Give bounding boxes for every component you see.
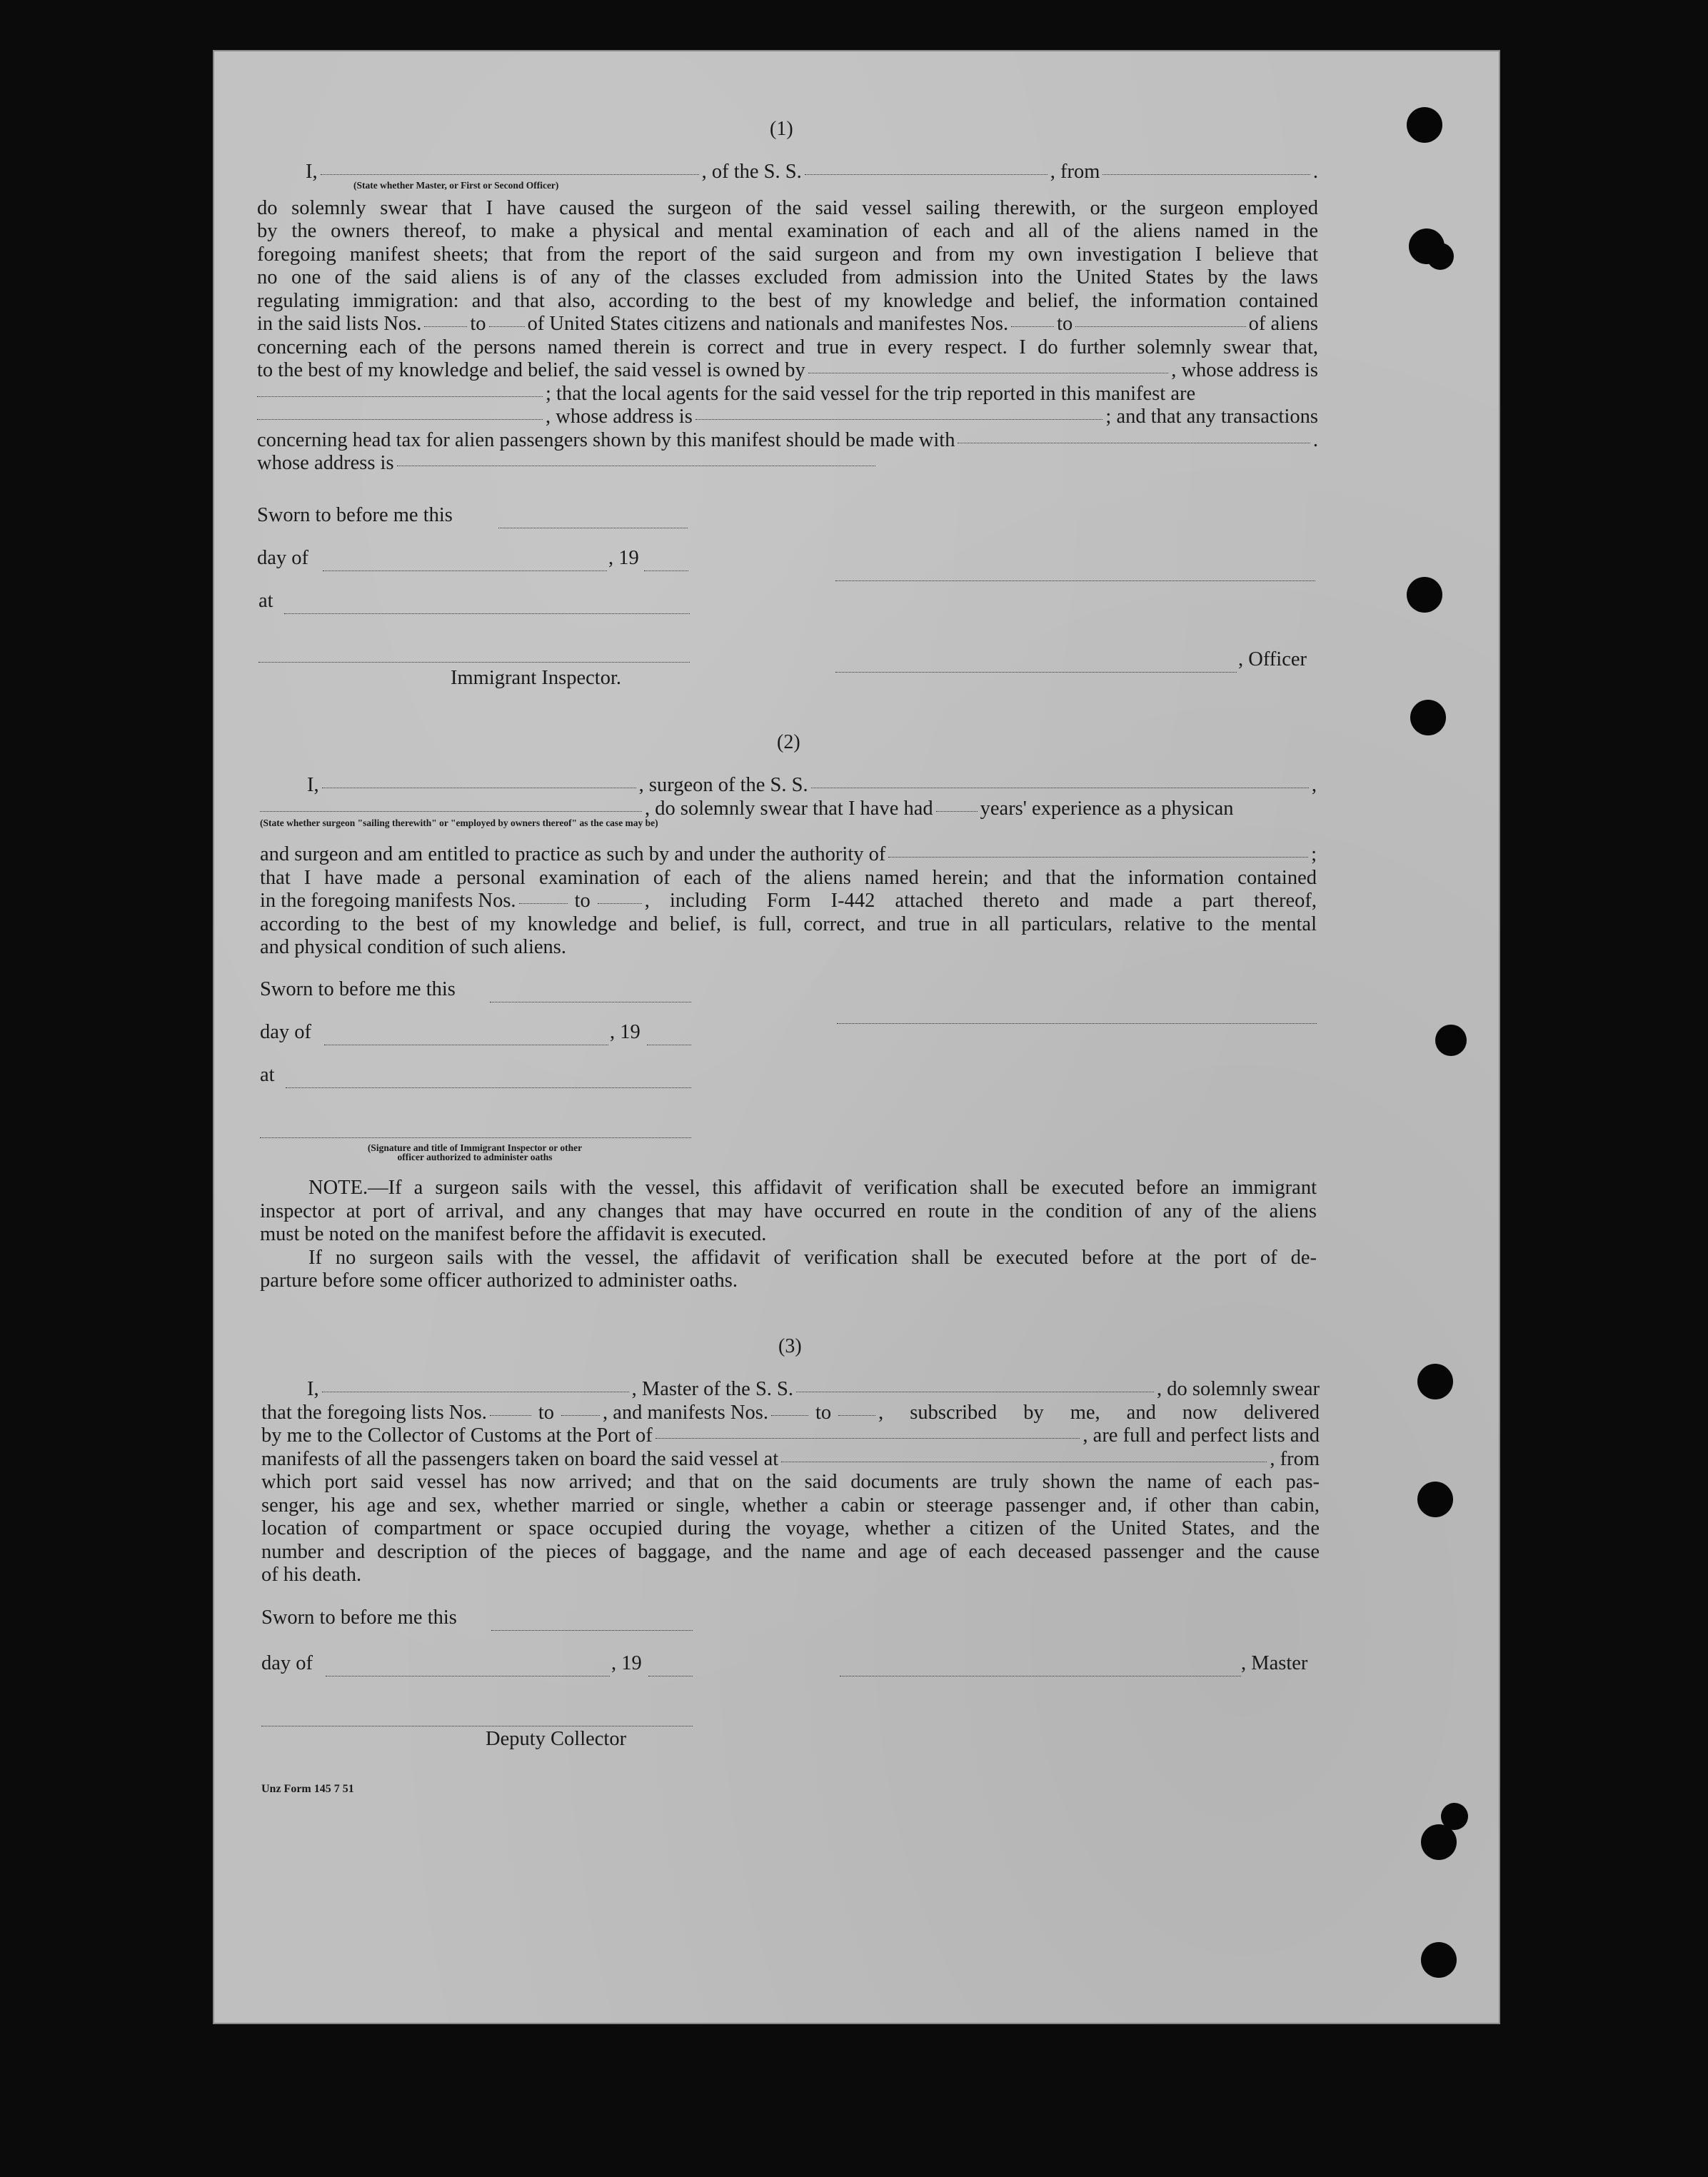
manifest-to-field[interactable] — [838, 1414, 875, 1416]
year-field[interactable] — [647, 1044, 691, 1045]
agents-address-line — [257, 406, 1318, 429]
at-label: at — [258, 590, 273, 612]
body-line: foregoing manifest sheets; that from the report of the said surgeon and from my own investigation I believe that — [257, 243, 1318, 266]
punch-hole — [1421, 1942, 1457, 1978]
body-line: and physical condition of such aliens. — [260, 936, 566, 958]
swear-label: , do solemnly swear — [1157, 1378, 1320, 1400]
sworn-label: Sworn to before me this — [261, 1607, 457, 1629]
punch-hole — [1417, 1482, 1453, 1517]
master-name-field[interactable] — [322, 1391, 629, 1392]
whose-address-line — [257, 452, 1318, 476]
body-line: location of compartment or space occupied during the voyage, whether a citizen of the United States, and the — [261, 1517, 1320, 1539]
body-line: regulating immigration: and that also, according to the best of my knowledge and belief, the information contained — [257, 289, 1318, 312]
year-field[interactable] — [648, 1675, 693, 1676]
experience-label: , do solemnly swear that I have had — [645, 797, 933, 820]
from-label: , from — [1050, 161, 1100, 183]
sworn-label: Sworn to before me this — [257, 504, 453, 526]
surgeon-signature-line[interactable] — [837, 1022, 1317, 1024]
sworn-date-field[interactable] — [491, 1629, 693, 1631]
punch-hole — [1435, 1025, 1467, 1056]
authority-label: and surgeon and am entitled to practice as such by and under the authority of — [260, 843, 886, 865]
head-tax-label: concerning head tax for alien passengers shown by this manifest should be made with — [257, 428, 955, 451]
deputy-collector-label: Deputy Collector — [486, 1728, 627, 1750]
surgeon-status-field[interactable] — [260, 810, 642, 812]
owner-address-field[interactable] — [257, 396, 543, 397]
immigrant-inspector-label: Immigrant Inspector. — [451, 667, 622, 689]
body-line: according to the best of my knowledge and belief, is full, correct, and true in all particulars, relative to the mental — [260, 912, 1317, 935]
master-label: , Master — [1241, 1652, 1308, 1674]
address-label: , whose address is — [546, 406, 693, 428]
address-label: , whose address is — [1171, 359, 1318, 381]
officer-name-field[interactable] — [321, 174, 699, 175]
body-line: which port said vessel has now arrived; and that on the said documents are truly shown the name of each pas- — [261, 1471, 1320, 1493]
manifest-from-field[interactable] — [519, 903, 568, 904]
punch-hole — [1407, 577, 1442, 613]
authority-field[interactable] — [888, 856, 1308, 858]
semicolon: ; — [1311, 843, 1317, 865]
body-line: senger, his age and sex, whether married or single, whether a cabin or steerage passenger and, if other than cabin, — [261, 1494, 1320, 1517]
manifest-from-field[interactable] — [1011, 326, 1054, 327]
month-field[interactable] — [323, 570, 607, 571]
note-line: inspector at port of arrival, and any changes that may have occurred en route in the condition of any of the aliens — [260, 1200, 1317, 1222]
at-label: at — [260, 1064, 275, 1086]
surgeon-of-label: , surgeon of the S. S. — [638, 774, 808, 796]
lists-line — [261, 1402, 1320, 1425]
year-label: , 19 — [608, 547, 639, 569]
to-label: to — [1057, 313, 1073, 335]
manifests-label: in the foregoing manifests Nos. — [260, 890, 516, 912]
body-line: of his death. — [261, 1564, 362, 1586]
manifest-to-field[interactable] — [598, 903, 642, 904]
body-line: no one of the said aliens is of any of the classes excluded from admission into the United States by the laws — [257, 266, 1318, 288]
port-label: by me to the Collector of Customs at the Port of — [261, 1424, 653, 1447]
note-line: If no surgeon sails with the vessel, the affidavit of verification shall be executed before at the port of de- — [308, 1246, 1317, 1269]
port-field[interactable] — [655, 1437, 1080, 1439]
from-label: , from — [1270, 1447, 1320, 1470]
day-of-label: day of — [261, 1652, 313, 1674]
lists-line — [257, 313, 1318, 336]
sworn-date-field[interactable] — [490, 1001, 691, 1002]
head-tax-address-field[interactable] — [397, 465, 875, 466]
section-1-affidavit — [257, 161, 1318, 476]
section-2-affidavit — [260, 774, 1317, 960]
punch-hole — [1410, 700, 1446, 735]
master-line — [261, 1378, 1320, 1402]
to-label: to — [470, 313, 486, 335]
year-field[interactable] — [644, 570, 688, 571]
master-of-label: , Master of the S. S. — [631, 1378, 794, 1400]
deputy-signature-line[interactable] — [261, 1725, 693, 1726]
address-label: whose address is — [257, 452, 394, 474]
list-from-field[interactable] — [424, 326, 467, 327]
note-section — [260, 1177, 1317, 1293]
manifest-from-field[interactable] — [771, 1414, 808, 1416]
delivered-label: , subscribed by me, and now delivered — [878, 1401, 1320, 1424]
years-field[interactable] — [936, 810, 978, 812]
of-ss-label: , of the S. S. — [701, 161, 802, 183]
to-label: to — [538, 1401, 555, 1424]
to-label: to — [815, 1401, 832, 1424]
section-3-affidavit — [261, 1378, 1320, 1587]
at-place-field[interactable] — [286, 1087, 691, 1088]
master-ship-field[interactable] — [796, 1391, 1154, 1392]
state-surgeon-note: (State whether surgeon "sailing therewith" or "employed by owners thereof" as the case may be) — [260, 818, 658, 828]
sworn-label: Sworn to before me this — [260, 978, 456, 1000]
manifests-line — [260, 890, 1317, 913]
day-of-label: day of — [260, 1021, 312, 1043]
signature-note-line: officer authorized to administer oaths — [397, 1152, 553, 1162]
agents-field[interactable] — [257, 418, 543, 420]
month-field[interactable] — [324, 1044, 608, 1045]
lists-label: in the said lists Nos. — [257, 313, 422, 335]
body-line: that I have made a personal examination of each of the aliens named herein; and that the information contained — [260, 866, 1317, 889]
surgeon-name-field[interactable] — [322, 787, 636, 788]
month-field[interactable] — [326, 1675, 610, 1676]
note-line: must be noted on the manifest before the affidavit is executed. — [260, 1223, 767, 1245]
collector-line — [261, 1424, 1320, 1448]
at-place-field[interactable] — [284, 613, 690, 614]
manifests-label: , and manifests Nos. — [603, 1401, 768, 1424]
year-label: , 19 — [611, 1652, 642, 1674]
sworn-date-field[interactable] — [498, 527, 688, 528]
inspector-signature-line[interactable] — [258, 661, 690, 663]
owner-field[interactable] — [808, 372, 1168, 373]
surgeon-line — [260, 774, 1317, 798]
head-tax-line — [257, 429, 1318, 453]
section-3-number: (3) — [778, 1335, 802, 1357]
head-tax-field[interactable] — [958, 442, 1310, 443]
section-2-number: (2) — [777, 731, 800, 753]
body-line: concerning each of the persons named therein is correct and true in every respect. I do further solemnly swear that, — [257, 336, 1318, 358]
owned-by-label: to the best of my knowledge and belief, the said vessel is owned by — [257, 359, 805, 381]
comma: , — [1311, 774, 1317, 796]
body-line: number and description of the pieces of baggage, and the name and age of each deceased passenger and the cause — [261, 1540, 1320, 1563]
agents-label: ; that the local agents for the said vessel for the trip reported in this manifest are — [546, 382, 1196, 405]
boarded-label: manifests of all the passengers taken on board the said vessel at — [261, 1447, 779, 1470]
to-label: to — [574, 890, 591, 912]
body-line: by the owners thereof, to make a physical and mental examination of each and all of the aliens named in the — [257, 220, 1318, 242]
boarded-line — [261, 1448, 1320, 1472]
manifest-to-field[interactable] — [1075, 326, 1245, 327]
period: . — [1312, 161, 1318, 183]
punch-hole — [1427, 243, 1454, 270]
i-label: I, — [306, 161, 318, 183]
ship-name-field[interactable] — [805, 174, 1048, 175]
list-to-field[interactable] — [561, 1414, 600, 1416]
agents-line — [257, 383, 1318, 406]
day-of-label: day of — [257, 547, 309, 569]
list-to-field[interactable] — [489, 326, 525, 327]
year-label: , 19 — [610, 1021, 640, 1043]
master-signature-line[interactable] — [840, 1675, 1241, 1676]
aliens-label: of aliens — [1248, 313, 1318, 335]
state-officer-note: (State whether Master, or First or Second Officer) — [353, 179, 559, 191]
signature-title-note — [307, 1142, 643, 1163]
surgeon-ship-field[interactable] — [811, 787, 1309, 788]
list-from-field[interactable] — [490, 1414, 531, 1416]
body-line: do solemnly swear that I have caused the surgeon of the said vessel sailing therewith, or the surgeon employed — [257, 196, 1318, 219]
perfect-lists-label: , are full and perfect lists and — [1082, 1424, 1320, 1447]
section-1-body — [257, 197, 1318, 476]
boarded-port-field[interactable] — [781, 1461, 1267, 1462]
lists-label: that the foregoing lists Nos. — [261, 1401, 487, 1424]
punch-hole — [1417, 1364, 1453, 1399]
physician-label: years' experience as a physican — [980, 797, 1234, 820]
note-line: parture before some officer authorized to administer oaths. — [260, 1270, 738, 1292]
inspector-signature-line[interactable] — [260, 1137, 691, 1138]
owner-line — [257, 359, 1318, 383]
section-2-body — [260, 843, 1317, 960]
note-line: NOTE.—If a surgeon sails with the vessel, this affidavit of verification shall be executed before an immigrant — [308, 1177, 1317, 1199]
from-port-field[interactable] — [1102, 174, 1310, 175]
signature-note-line: (Signature and title of Immigrant Inspector or other — [367, 1142, 583, 1153]
officer-label: , Officer — [1238, 648, 1307, 670]
form-i442-label: , including Form I-442 attached thereto and made a part thereof, — [644, 890, 1317, 912]
period: . — [1312, 428, 1318, 451]
punch-hole — [1421, 1824, 1457, 1860]
officer-signature-line-1[interactable] — [835, 580, 1315, 581]
authority-line — [260, 843, 1317, 867]
form-number: Unz Form 145 7 51 — [261, 1783, 354, 1795]
citizens-label: of United States citizens and nationals and manifestes Nos. — [527, 313, 1009, 335]
i-label: I, — [307, 1378, 319, 1400]
officer-signature-line-2[interactable] — [835, 671, 1237, 673]
transactions-label: ; and that any transactions — [1105, 406, 1318, 428]
agents-address-field[interactable] — [695, 418, 1103, 420]
section-1-number: (1) — [770, 118, 793, 140]
punch-hole — [1407, 107, 1442, 143]
i-label: I, — [307, 774, 319, 796]
